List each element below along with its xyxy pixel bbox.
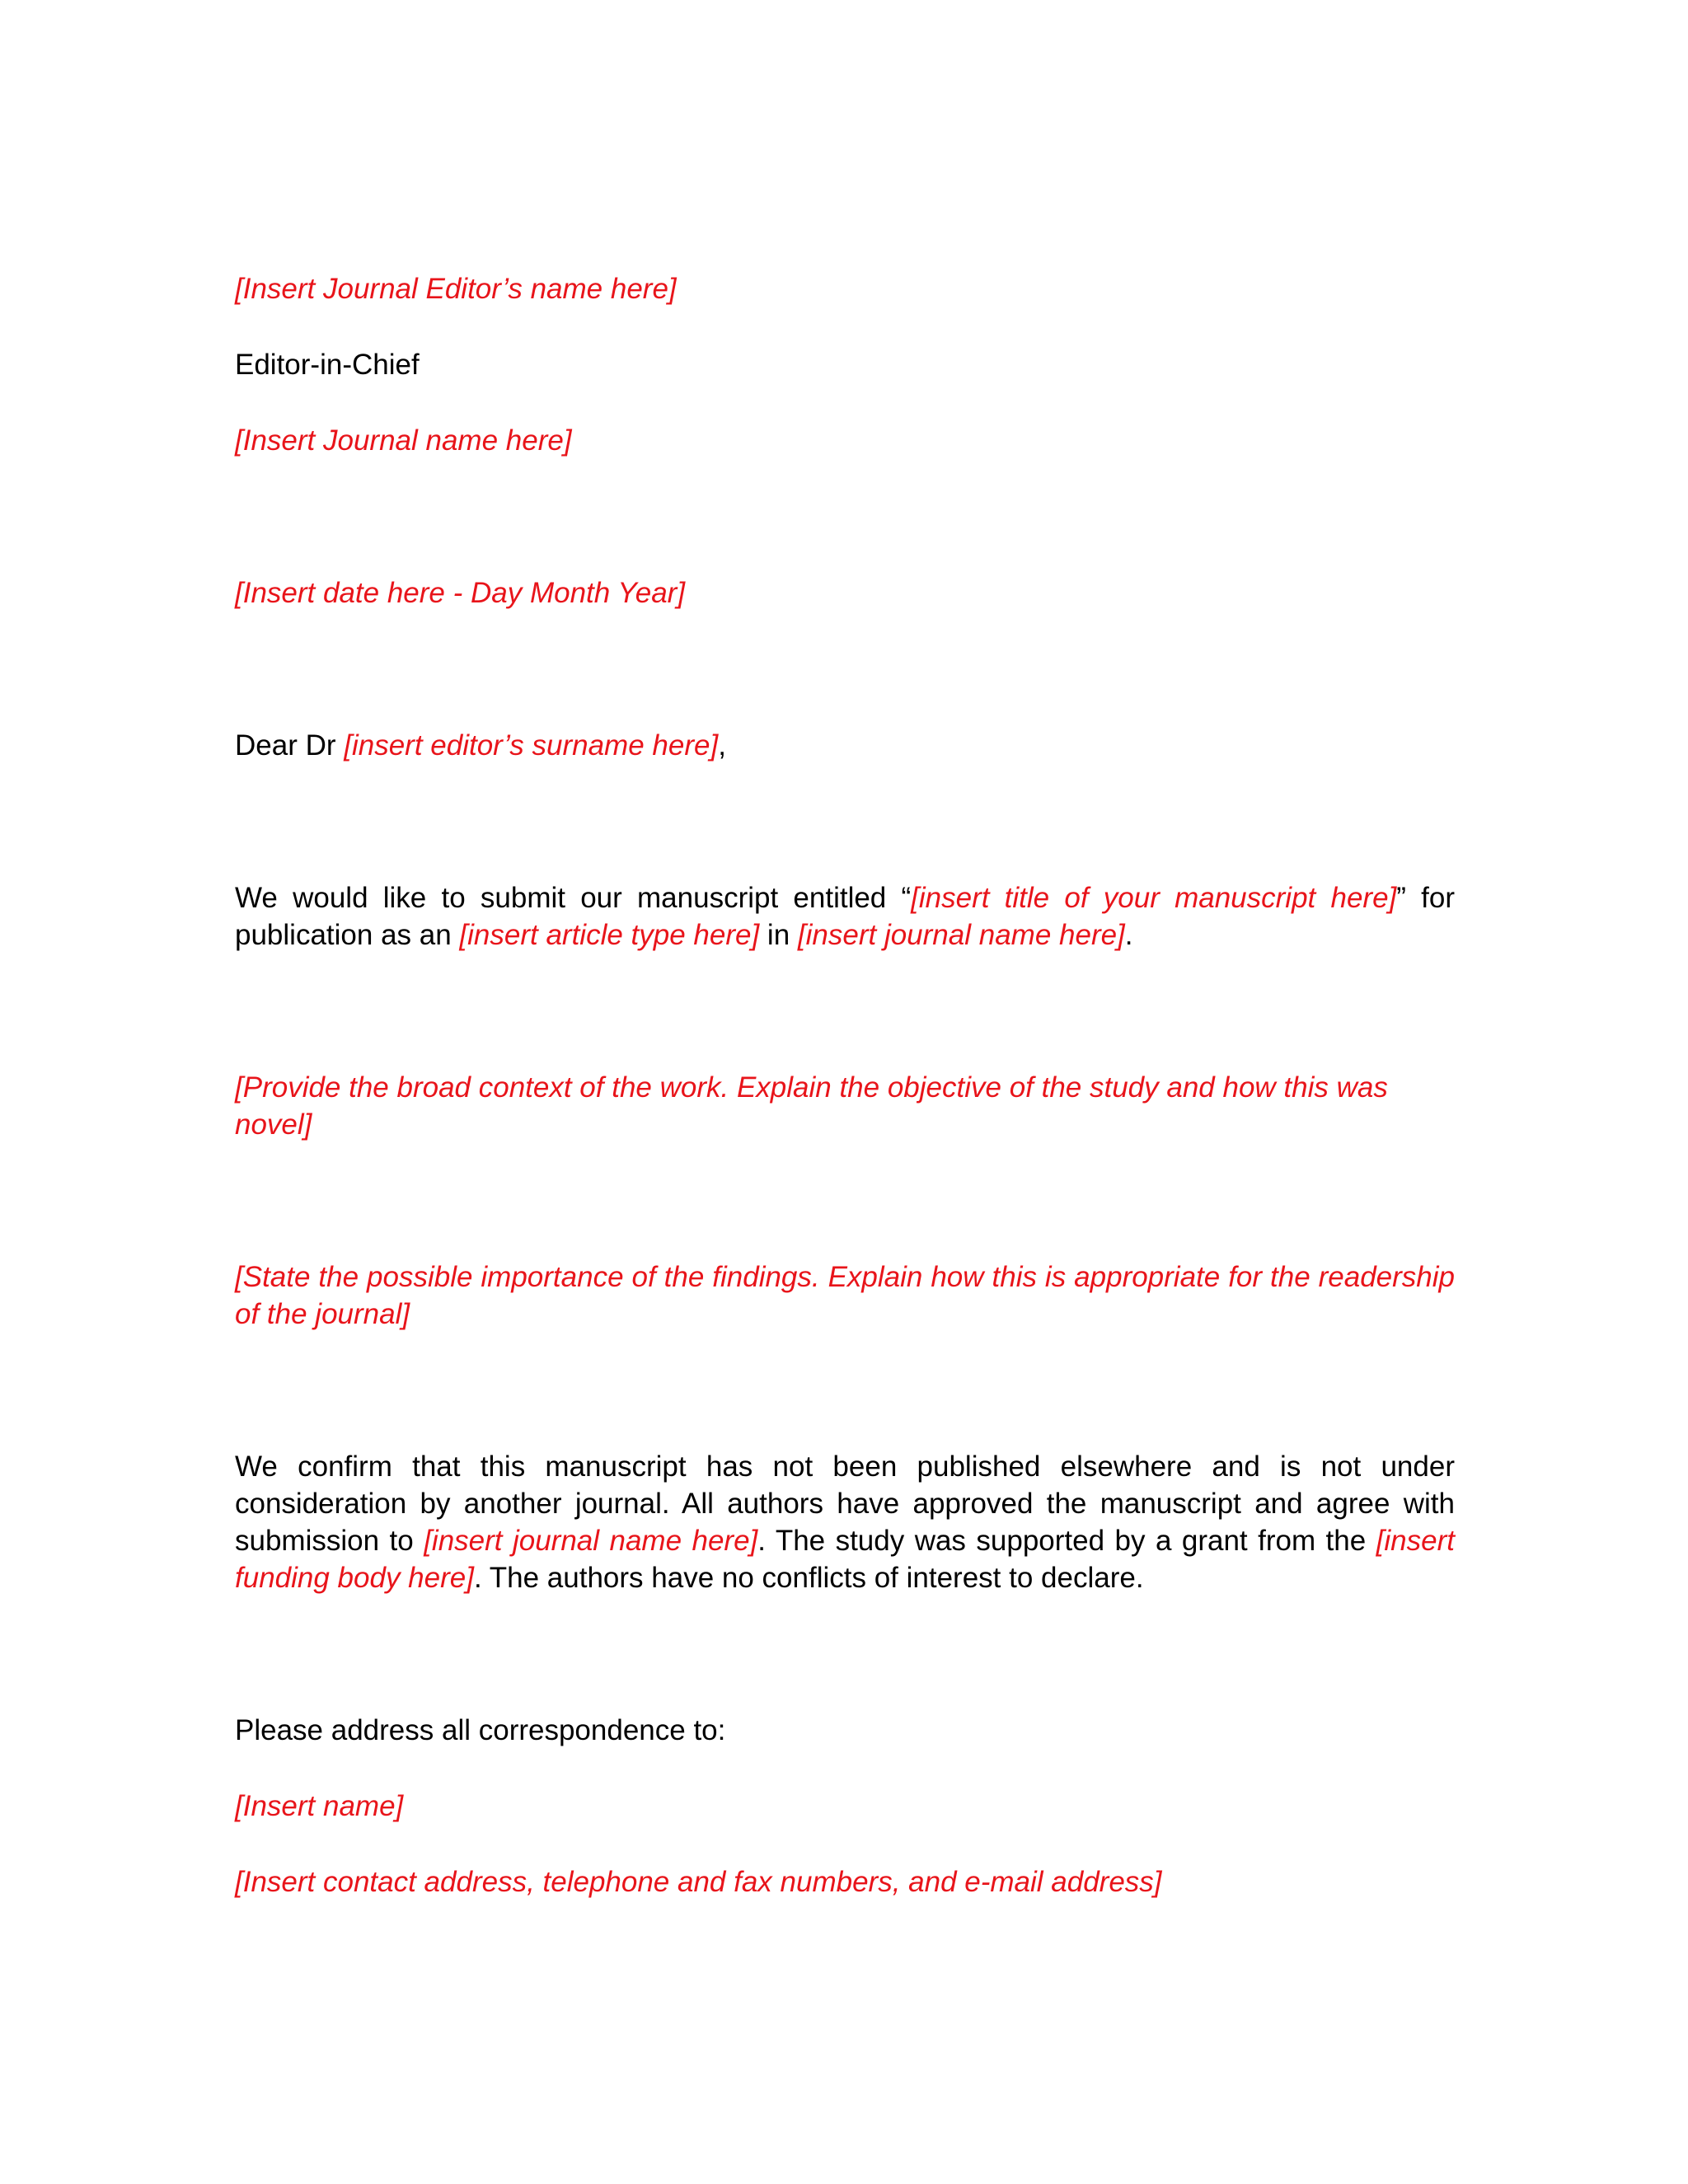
name-placeholder: [Insert name] [235,1790,404,1822]
submission-journal-placeholder: [insert journal name here] [797,919,1125,951]
submission-text-2: ” for publication as an [235,882,1455,951]
date-placeholder: [Insert date here - Day Month Year] [235,577,686,609]
letter-body [235,270,1455,1900]
context-placeholder: [Provide the broad context of the work. Explain the objective of the study and how this was novel] [235,1071,1388,1141]
salutation-prefix: Dear Dr [235,729,345,762]
confirmation-text-2: . The study was supported by a grant from the [757,1525,1376,1557]
submission-text-4: . [1124,919,1133,951]
salutation-suffix: , [718,729,726,762]
editor-surname-placeholder: [insert editor’s surname here] [344,729,719,762]
editor-role: Editor-in-Chief [235,349,420,381]
confirmation-paragraph [235,1448,1455,1596]
article-type-placeholder: [insert article type here] [459,919,760,951]
importance-placeholder: [State the possible importance of the findings. Explain how this is appropriate for the readership of the journal] [235,1261,1455,1330]
confirmation-text-3: . The authors have no conflicts of interest to declare. [473,1562,1144,1594]
contact-placeholder: [Insert contact address, telephone and fax numbers, and e-mail address] [235,1866,1162,1898]
submission-paragraph [235,879,1455,954]
correspondence-intro: Please address all correspondence to: [235,1714,726,1746]
confirmation-text-1: We confirm that this manuscript has not been published elsewhere and is not under consideration by another journal. All authors have approved the manuscript and agree with submission to [235,1451,1455,1557]
submission-text-3: in [759,919,798,951]
salutation [235,727,1455,764]
manuscript-title-placeholder: [insert title of your manuscript here] [911,882,1397,914]
editor-name-placeholder: [Insert Journal Editor’s name here] [235,273,677,305]
funding-body-placeholder: [insert funding body here] [235,1525,1455,1594]
journal-name-placeholder: [Insert Journal name here] [235,424,572,457]
submission-text-1: We would like to submit our manuscript entitled “ [235,882,912,914]
confirmation-journal-placeholder: [insert journal name here] [424,1525,758,1557]
